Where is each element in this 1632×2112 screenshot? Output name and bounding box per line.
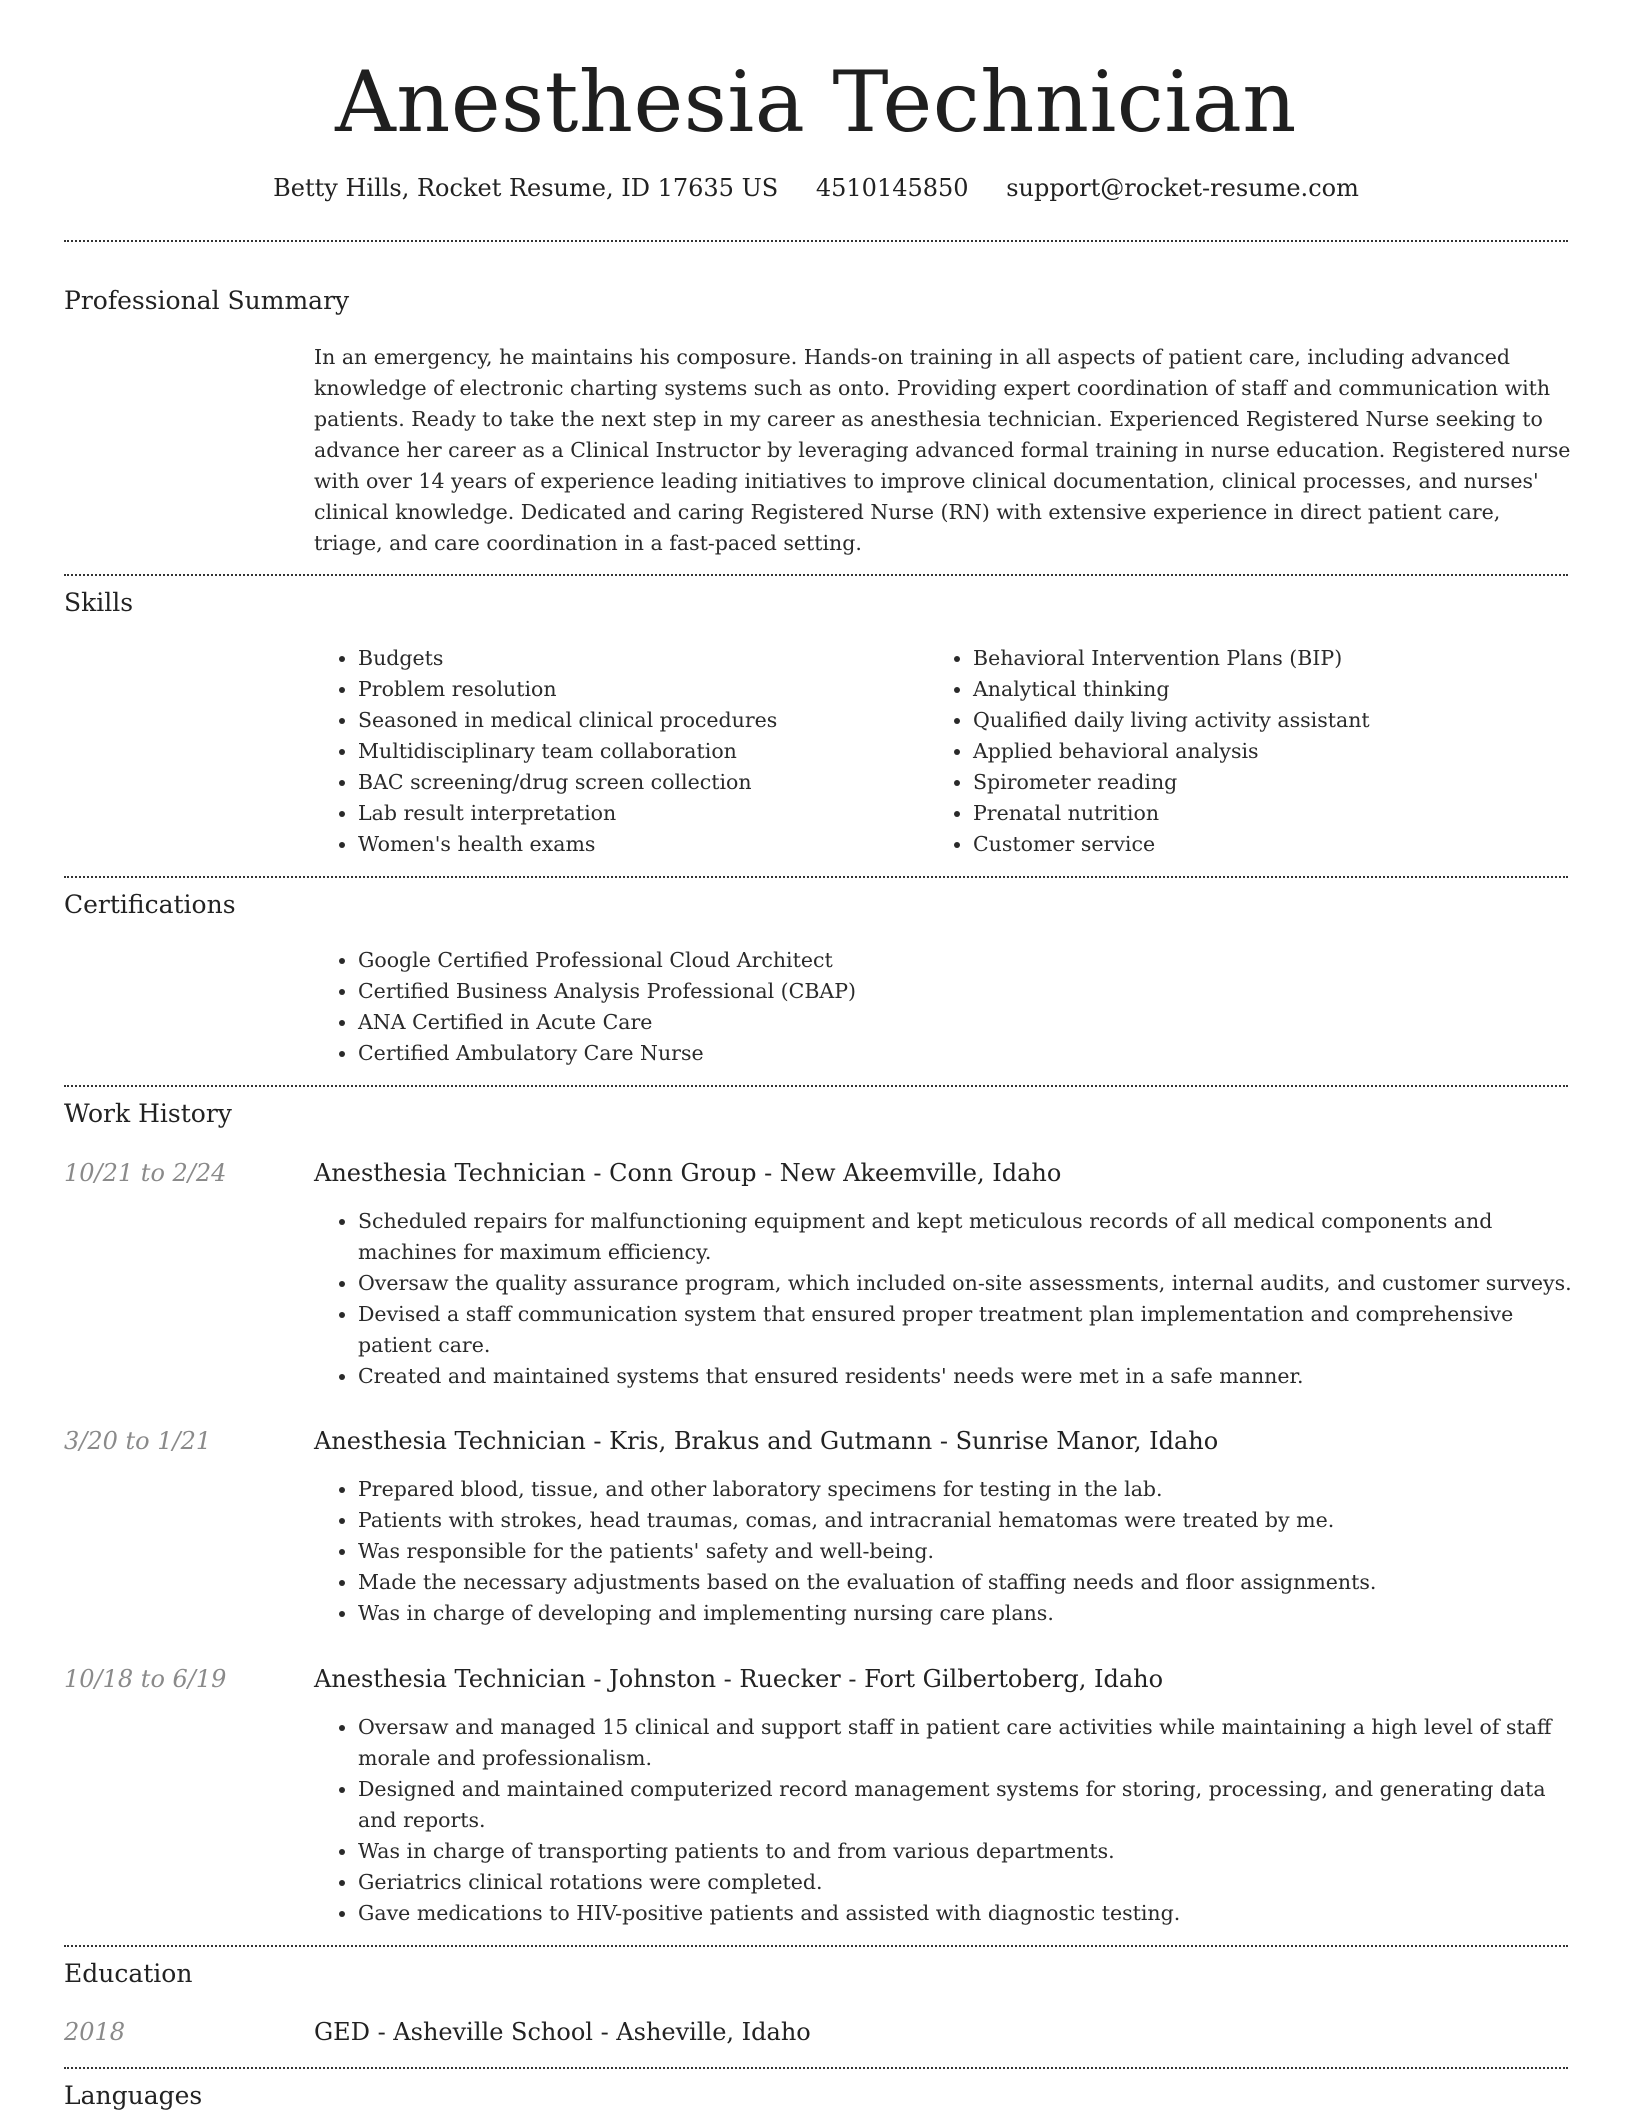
job-bullet: • Oversaw and managed 15 clinical and support staff in patient care activities while maintaining a high level of staff morale and professionalism. (358, 1712, 1574, 1774)
contact-phone: 4510145850 (815, 174, 969, 202)
section-divider (64, 876, 1568, 878)
skill-item: • BAC screening/drug screen collection (358, 767, 918, 798)
skill-item: • Seasoned in medical clinical procedures (358, 705, 918, 736)
job-bullets (314, 1712, 1574, 1929)
skill-item: • Applied behavioral analysis (973, 736, 1573, 767)
section-divider (64, 1085, 1568, 1087)
certification-item: • ANA Certified in Acute Care (358, 1007, 1558, 1038)
job-bullet: • Oversaw the quality assurance program, which included on-site assessments, internal audits, and customer surveys. (358, 1268, 1574, 1299)
resume-title: Anesthesia Technician (335, 53, 1297, 151)
job-bullet: • Scheduled repairs for malfunctioning equipment and kept meticulous records of all medical components and machines for maximum efficiency. (358, 1206, 1574, 1268)
skill-item: • Multidisciplinary team collaboration (358, 736, 918, 767)
job-title: Anesthesia Technician - Kris, Brakus and Gutmann - Sunrise Manor, Idaho (314, 1427, 1219, 1455)
job-bullet: • Was responsible for the patients' safety and well-being. (358, 1536, 1574, 1567)
job-bullet: • Geriatrics clinical rotations were completed. (358, 1867, 1574, 1898)
skill-item: • Problem resolution (358, 674, 918, 705)
contact-email: support@rocket-resume.com (1006, 174, 1359, 202)
job-bullets (314, 1206, 1574, 1392)
job-dates: 10/18 to 6/19 (64, 1665, 227, 1693)
education-title: GED - Asheville School - Asheville, Idaho (314, 2018, 811, 2046)
skill-item: • Qualified daily living activity assistant (973, 705, 1573, 736)
work-history-heading: Work History (64, 1099, 232, 1128)
certification-item: • Certified Business Analysis Professional (CBAP) (358, 976, 1558, 1007)
job-bullet: • Was in charge of developing and implementing nursing care plans. (358, 1598, 1574, 1629)
job-dates: 3/20 to 1/21 (64, 1427, 212, 1455)
skill-item: • Behavioral Intervention Plans (BIP) (973, 643, 1573, 674)
summary-heading: Professional Summary (64, 286, 350, 315)
certifications-heading: Certifications (64, 890, 236, 919)
job-title: Anesthesia Technician - Conn Group - New Akeemville, Idaho (314, 1159, 1062, 1187)
skill-item: • Lab result interpretation (358, 798, 918, 829)
job-bullet: • Gave medications to HIV-positive patients and assisted with diagnostic testing. (358, 1898, 1574, 1929)
job-bullet: • Made the necessary adjustments based on the evaluation of staffing needs and floor assignments. (358, 1567, 1574, 1598)
job-bullets (314, 1474, 1574, 1629)
certification-item: • Certified Ambulatory Care Nurse (358, 1038, 1558, 1069)
skill-item: • Prenatal nutrition (973, 798, 1573, 829)
skill-item: • Analytical thinking (973, 674, 1573, 705)
job-bullet: • Created and maintained systems that ensured residents' needs were met in a safe manner. (358, 1361, 1574, 1392)
skills-heading: Skills (64, 588, 134, 617)
summary-text: In an emergency, he maintains his composure. Hands-on training in all aspects of patient care, including advanced knowledge of electronic charting systems such as onto. Providing expert coordination of staff and communication with patients. Ready to take the next step in my career as anesthesia technician. Experienced Registered Nurse seeking to advance her career as a Clinical Instructor by leveraging advanced formal training in nurse education. Registered nurse with over 14 years of experience leading initiatives to improve clinical documentation, clinical processes, and nurses' clinical knowledge. Dedicated and caring Registered Nurse (RN) with extensive experience in direct patient care, triage, and care coordination in a fast-paced setting. (314, 345, 1571, 555)
job-bullet: • Patients with strokes, head traumas, comas, and intracranial hematomas were treated by me. (358, 1505, 1574, 1536)
skill-item: • Customer service (973, 829, 1573, 860)
contact-address: Betty Hills, Rocket Resume, ID 17635 US (273, 174, 779, 202)
section-divider (64, 2067, 1568, 2069)
job-title: Anesthesia Technician - Johnston - Ruecker - Fort Gilbertoberg, Idaho (314, 1665, 1164, 1693)
skills-list-left (314, 643, 918, 860)
section-divider (64, 240, 1568, 242)
contact-line (0, 172, 1632, 204)
section-divider (64, 1945, 1568, 1947)
skill-item: • Budgets (358, 643, 918, 674)
certification-item: • Google Certified Professional Cloud Architect (358, 945, 1558, 976)
education-heading: Education (64, 1959, 193, 1988)
education-dates: 2018 (64, 2018, 126, 2046)
job-dates: 10/21 to 2/24 (64, 1159, 227, 1187)
skills-list-right (929, 643, 1573, 860)
job-bullet: • Designed and maintained computerized record management systems for storing, processing, and generating data and reports. (358, 1774, 1574, 1836)
job-bullet: • Prepared blood, tissue, and other laboratory specimens for testing in the lab. (358, 1474, 1574, 1505)
skill-item: • Women's health exams (358, 829, 918, 860)
job-bullet: • Was in charge of transporting patients to and from various departments. (358, 1836, 1574, 1867)
languages-heading: Languages (64, 2081, 203, 2110)
section-divider (64, 574, 1568, 576)
job-bullet: • Devised a staff communication system that ensured proper treatment plan implementation and comprehensive patient care. (358, 1299, 1574, 1361)
certifications-list (314, 945, 1558, 1069)
skill-item: • Spirometer reading (973, 767, 1573, 798)
